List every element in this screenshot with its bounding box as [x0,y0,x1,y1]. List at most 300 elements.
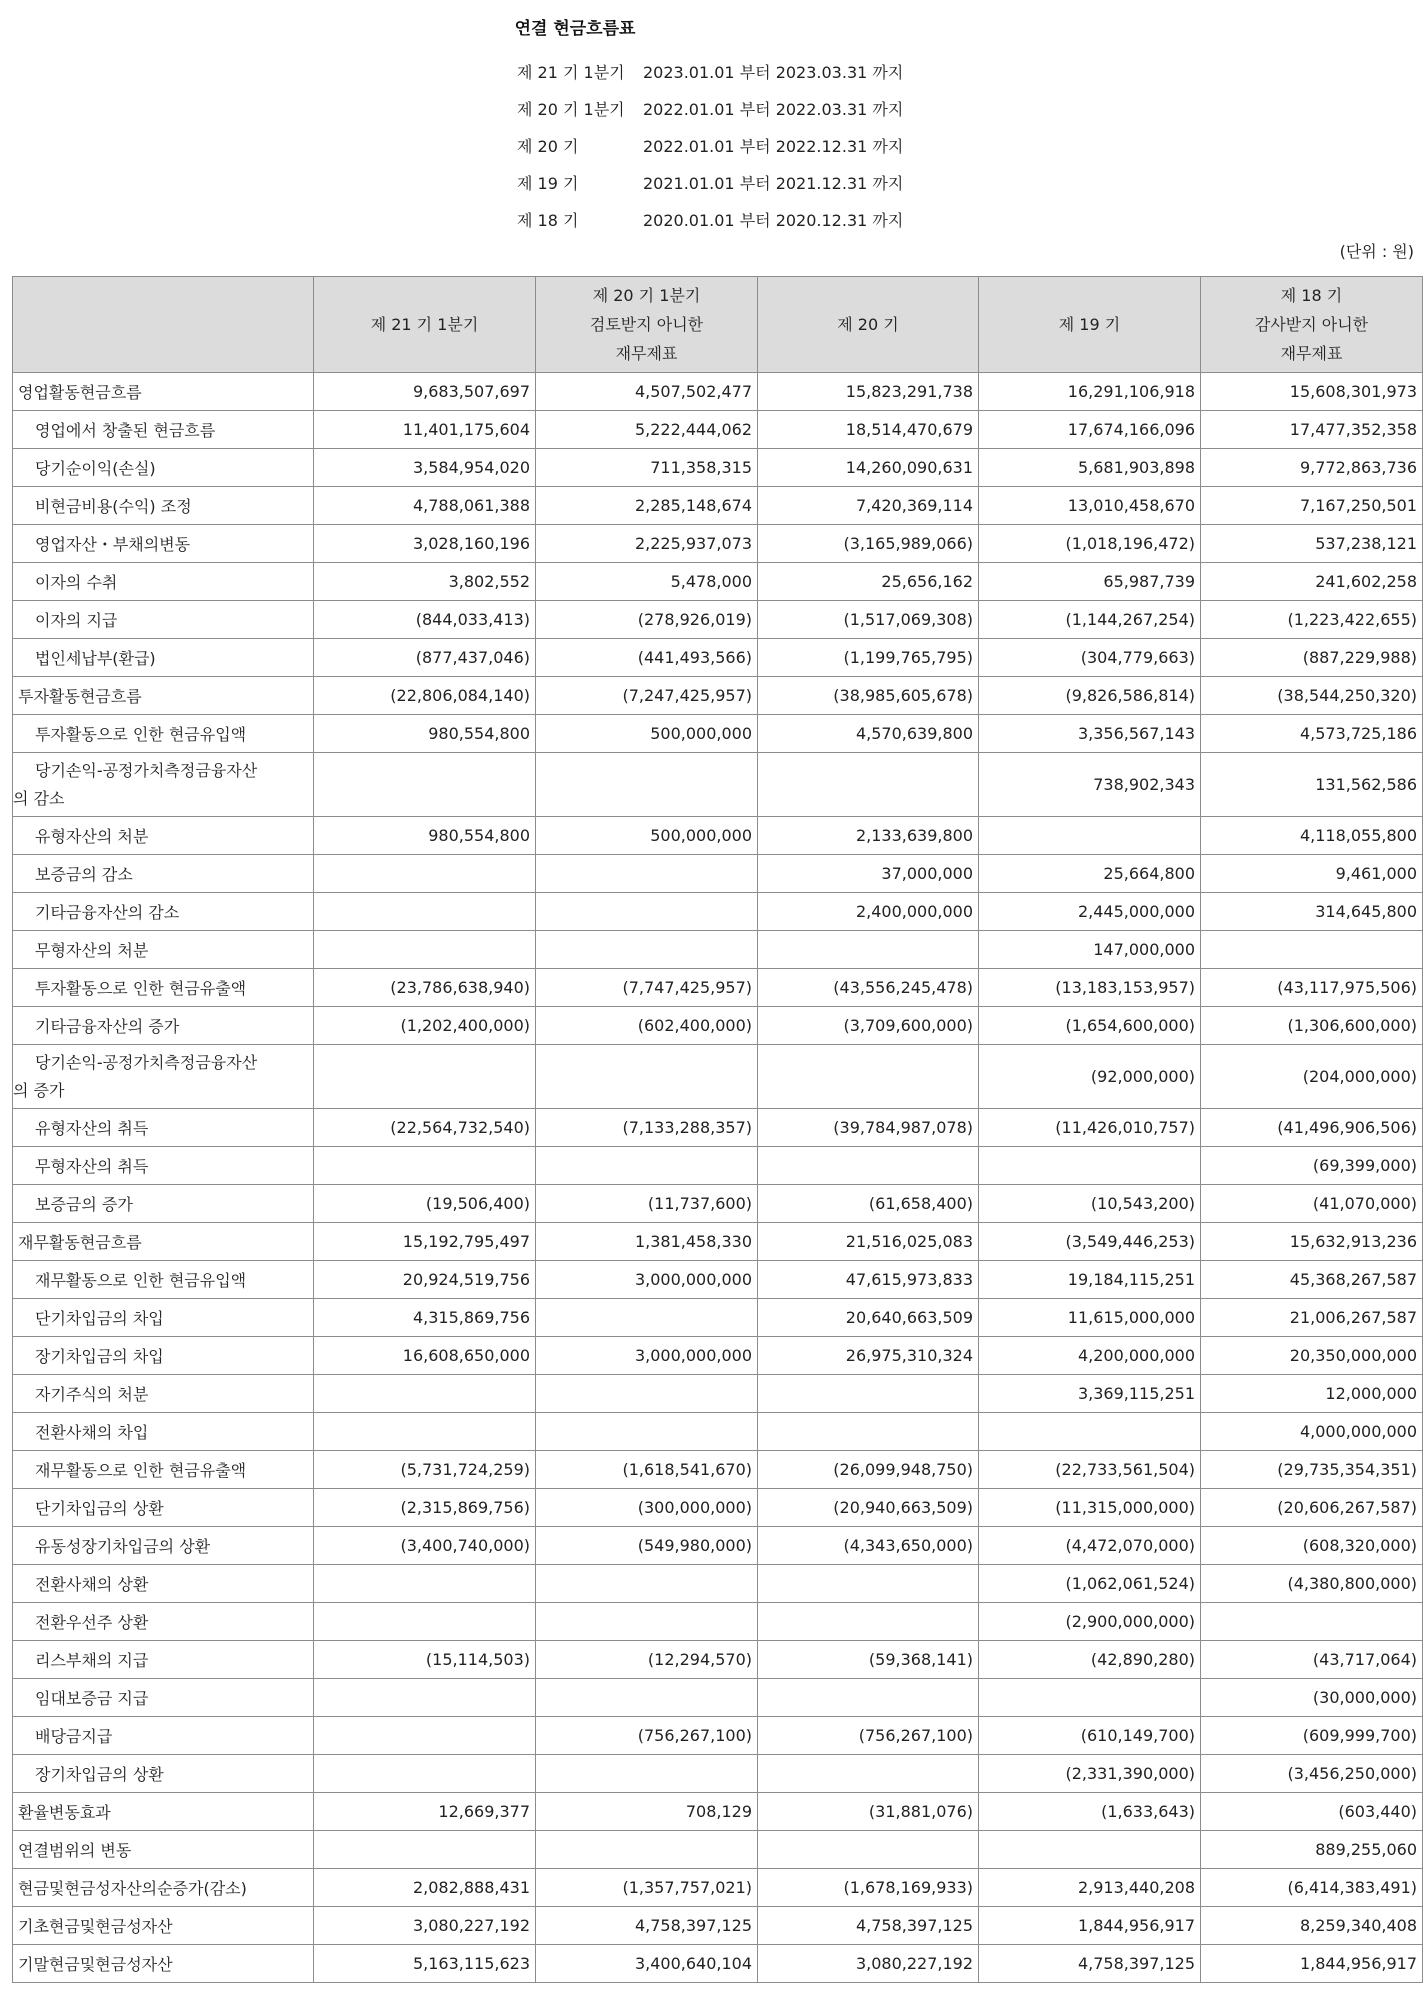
column-header [979,277,1201,373]
value-cell: 12,669,377 [314,1793,536,1831]
value-cell [314,1603,536,1641]
period-label: 제 20 기 [517,137,579,156]
period-line [517,91,903,128]
value-cell [314,1831,536,1869]
table-header [13,277,1423,373]
value-cell: 11,401,175,604 [314,411,536,449]
value-cell: 1,844,956,917 [1201,1945,1423,1983]
period-range: 2023.01.01 부터 2023.03.31 까지 [643,63,904,82]
value-cell: 4,788,061,388 [314,487,536,525]
row-label: 전환우선주 상환 [13,1603,314,1641]
value-cell: (1,678,169,933) [758,1869,979,1907]
table-row [13,487,1423,525]
table-row [13,969,1423,1007]
value-cell: (756,267,100) [536,1717,758,1755]
value-cell [979,1679,1201,1717]
table-row [13,817,1423,855]
value-cell [536,753,758,817]
row-label: 환율변동효과 [13,1793,314,1831]
value-cell: (20,940,663,509) [758,1489,979,1527]
value-cell: 4,000,000,000 [1201,1413,1423,1451]
column-header-line: 감사받지 아니한 [1254,315,1369,334]
value-cell: (1,306,600,000) [1201,1007,1423,1045]
value-cell: (41,070,000) [1201,1185,1423,1223]
row-label: 법인세납부(환급) [13,639,314,677]
value-cell: 15,192,795,497 [314,1223,536,1261]
value-cell: (30,000,000) [1201,1679,1423,1717]
row-label: 단기차입금의 차입 [13,1299,314,1337]
value-cell: (20,606,267,587) [1201,1489,1423,1527]
value-cell: 241,602,258 [1201,563,1423,601]
value-cell [314,753,536,817]
value-cell [536,1045,758,1109]
value-cell: (877,437,046) [314,639,536,677]
row-label: 현금및현금성자산의순증가(감소) [13,1869,314,1907]
row-label: 장기차입금의 차입 [13,1337,314,1375]
value-cell [314,1375,536,1413]
value-cell: (603,440) [1201,1793,1423,1831]
value-cell: 21,006,267,587 [1201,1299,1423,1337]
value-cell: (602,400,000) [536,1007,758,1045]
value-cell: (92,000,000) [979,1045,1201,1109]
value-cell: (69,399,000) [1201,1147,1423,1185]
value-cell: 3,369,115,251 [979,1375,1201,1413]
value-cell [314,1045,536,1109]
value-cell: (12,294,570) [536,1641,758,1679]
header-blank-cell [13,277,314,373]
value-cell [1201,931,1423,969]
value-cell: 25,664,800 [979,855,1201,893]
value-cell: 5,478,000 [536,563,758,601]
value-cell: 17,477,352,358 [1201,411,1423,449]
value-cell: 2,285,148,674 [536,487,758,525]
row-label [13,753,314,817]
table-row [13,1679,1423,1717]
row-label: 전환사채의 차입 [13,1413,314,1451]
value-cell: (15,114,503) [314,1641,536,1679]
value-cell: (204,000,000) [1201,1045,1423,1109]
table-row [13,563,1423,601]
value-cell: 9,772,863,736 [1201,449,1423,487]
statement-title: 연결 현금흐름표 [514,19,636,39]
value-cell: (38,544,250,320) [1201,677,1423,715]
value-cell [758,753,979,817]
value-cell: (59,368,141) [758,1641,979,1679]
cash-flow-table [12,276,1423,1983]
table-row [13,893,1423,931]
reporting-periods [517,54,903,239]
row-label: 영업활동현금흐름 [13,373,314,411]
table-row [13,525,1423,563]
value-cell: 711,358,315 [536,449,758,487]
header-row [13,277,1423,373]
value-cell: (7,747,425,957) [536,969,758,1007]
row-label-line: 당기손익-공정가치측정금융자산 [35,1052,258,1072]
value-cell [536,1413,758,1451]
value-cell [314,1679,536,1717]
row-label-line: 당기손익-공정가치측정금융자산 [35,760,258,780]
value-cell: (1,062,061,524) [979,1565,1201,1603]
table-row [13,677,1423,715]
value-cell: 980,554,800 [314,817,536,855]
row-label: 무형자산의 처분 [13,931,314,969]
unit-label: (단위 : 원) [1339,242,1414,261]
value-cell [758,1147,979,1185]
value-cell [1201,1603,1423,1641]
value-cell [314,1755,536,1793]
value-cell: 19,184,115,251 [979,1261,1201,1299]
table-row [13,1565,1423,1603]
row-label: 기타금융자산의 증가 [13,1007,314,1045]
row-label: 장기차입금의 상환 [13,1755,314,1793]
value-cell: (42,890,280) [979,1641,1201,1679]
row-label: 리스부채의 지급 [13,1641,314,1679]
table-row [13,1147,1423,1185]
value-cell: 1,844,956,917 [979,1907,1201,1945]
table-row [13,1489,1423,1527]
value-cell [979,1831,1201,1869]
value-cell: (43,717,064) [1201,1641,1423,1679]
value-cell: (756,267,100) [758,1717,979,1755]
value-cell: (61,658,400) [758,1185,979,1223]
value-cell: 2,445,000,000 [979,893,1201,931]
value-cell: (13,183,153,957) [979,969,1201,1007]
period-label: 제 20 기 1분기 [517,100,625,119]
value-cell: 2,082,888,431 [314,1869,536,1907]
value-cell: (887,229,988) [1201,639,1423,677]
column-header-line: 재무제표 [1280,344,1343,363]
value-cell: 4,758,397,125 [536,1907,758,1945]
table-row [13,1223,1423,1261]
table-row [13,1945,1423,1983]
value-cell: (1,202,400,000) [314,1007,536,1045]
table-row [13,1755,1423,1793]
period-label: 제 18 기 [517,211,579,230]
value-cell [314,1717,536,1755]
value-cell: 7,420,369,114 [758,487,979,525]
value-cell: 26,975,310,324 [758,1337,979,1375]
value-cell: 3,000,000,000 [536,1337,758,1375]
value-cell [758,1413,979,1451]
row-label: 재무활동으로 인한 현금유입액 [13,1261,314,1299]
row-label: 보증금의 감소 [13,855,314,893]
value-cell: (38,985,605,678) [758,677,979,715]
value-cell: (11,315,000,000) [979,1489,1201,1527]
value-cell: 12,000,000 [1201,1375,1423,1413]
value-cell: (41,496,906,506) [1201,1109,1423,1147]
value-cell: 18,514,470,679 [758,411,979,449]
value-cell: 11,615,000,000 [979,1299,1201,1337]
value-cell [979,817,1201,855]
value-cell: (39,784,987,078) [758,1109,979,1147]
value-cell: 15,823,291,738 [758,373,979,411]
row-label: 보증금의 증가 [13,1185,314,1223]
value-cell: (19,506,400) [314,1185,536,1223]
value-cell: 3,356,567,143 [979,715,1201,753]
table-row [13,639,1423,677]
value-cell [979,1147,1201,1185]
value-cell [979,1413,1201,1451]
column-header-line: 검토받지 아니한 [589,315,704,334]
value-cell [314,893,536,931]
value-cell: (1,223,422,655) [1201,601,1423,639]
value-cell: 7,167,250,501 [1201,487,1423,525]
table-row [13,373,1423,411]
value-cell: 3,080,227,192 [314,1907,536,1945]
value-cell: (4,380,800,000) [1201,1565,1423,1603]
table-body [13,373,1423,1983]
value-cell [758,1755,979,1793]
value-cell: 4,573,725,186 [1201,715,1423,753]
value-cell: (304,779,663) [979,639,1201,677]
table-row [13,1831,1423,1869]
row-label: 배당금지급 [13,1717,314,1755]
value-cell: (4,472,070,000) [979,1527,1201,1565]
value-cell: 4,758,397,125 [758,1907,979,1945]
value-cell: 147,000,000 [979,931,1201,969]
row-label: 비현금비용(수익) 조정 [13,487,314,525]
value-cell: 500,000,000 [536,715,758,753]
period-label: 제 19 기 [517,174,579,193]
row-label: 자기주식의 처분 [13,1375,314,1413]
row-label: 투자활동으로 인한 현금유출액 [13,969,314,1007]
value-cell: 889,255,060 [1201,1831,1423,1869]
value-cell: (300,000,000) [536,1489,758,1527]
value-cell: (11,426,010,757) [979,1109,1201,1147]
table-row [13,1869,1423,1907]
row-label: 기초현금및현금성자산 [13,1907,314,1945]
value-cell: 20,640,663,509 [758,1299,979,1337]
row-label: 유형자산의 취득 [13,1109,314,1147]
value-cell: 9,461,000 [1201,855,1423,893]
value-cell: 2,400,000,000 [758,893,979,931]
value-cell: 4,315,869,756 [314,1299,536,1337]
value-cell [758,931,979,969]
value-cell: 20,350,000,000 [1201,1337,1423,1375]
value-cell: (9,826,586,814) [979,677,1201,715]
row-label: 단기차입금의 상환 [13,1489,314,1527]
value-cell: 3,000,000,000 [536,1261,758,1299]
value-cell: 3,080,227,192 [758,1945,979,1983]
table-row [13,1007,1423,1045]
period-line [517,165,903,202]
row-label: 영업에서 창출된 현금흐름 [13,411,314,449]
table-row [13,715,1423,753]
value-cell: 14,260,090,631 [758,449,979,487]
table-row [13,1109,1423,1147]
value-cell: (23,786,638,940) [314,969,536,1007]
value-cell: (29,735,354,351) [1201,1451,1423,1489]
table-row [13,1375,1423,1413]
column-header-line: 제 20 기 [837,315,899,334]
value-cell [758,1565,979,1603]
row-label: 이자의 지급 [13,601,314,639]
value-cell: (26,099,948,750) [758,1451,979,1489]
value-cell: (2,331,390,000) [979,1755,1201,1793]
row-label: 투자활동현금흐름 [13,677,314,715]
value-cell: 4,507,502,477 [536,373,758,411]
table-row [13,1527,1423,1565]
value-cell [758,1045,979,1109]
column-header-line: 재무제표 [615,344,678,363]
value-cell [536,1755,758,1793]
column-header [758,277,979,373]
column-header-line: 제 21 기 1분기 [370,315,479,334]
value-cell: (2,315,869,756) [314,1489,536,1527]
row-label-line: 의 감소 [13,788,65,808]
value-cell: 2,133,639,800 [758,817,979,855]
value-cell [314,931,536,969]
row-label: 영업자산・부채의변동 [13,525,314,563]
table-row [13,601,1423,639]
value-cell: 5,222,444,062 [536,411,758,449]
period-range: 2022.01.01 부터 2022.03.31 까지 [643,100,904,119]
period-label: 제 21 기 1분기 [517,63,625,82]
row-label: 연결범위의 변동 [13,1831,314,1869]
period-range: 2022.01.01 부터 2022.12.31 까지 [643,137,904,156]
value-cell: 3,584,954,020 [314,449,536,487]
value-cell [314,1147,536,1185]
value-cell: (11,737,600) [536,1185,758,1223]
value-cell: 16,291,106,918 [979,373,1201,411]
table-row [13,1603,1423,1641]
value-cell [536,1831,758,1869]
value-cell: 15,608,301,973 [1201,373,1423,411]
value-cell: (610,149,700) [979,1717,1201,1755]
value-cell: (43,117,975,506) [1201,969,1423,1007]
value-cell: 1,381,458,330 [536,1223,758,1261]
value-cell: 4,200,000,000 [979,1337,1201,1375]
value-cell [536,931,758,969]
table-row [13,1185,1423,1223]
value-cell: 47,615,973,833 [758,1261,979,1299]
value-cell: (3,456,250,000) [1201,1755,1423,1793]
value-cell: 21,516,025,083 [758,1223,979,1261]
table-row [13,1045,1423,1109]
value-cell: 537,238,121 [1201,525,1423,563]
table-row [13,411,1423,449]
value-cell: (441,493,566) [536,639,758,677]
value-cell [314,855,536,893]
value-cell [536,1147,758,1185]
value-cell [536,1375,758,1413]
row-label: 투자활동으로 인한 현금유입액 [13,715,314,753]
value-cell: 13,010,458,670 [979,487,1201,525]
row-label: 임대보증금 지급 [13,1679,314,1717]
value-cell [758,1679,979,1717]
value-cell: 25,656,162 [758,563,979,601]
value-cell: (3,549,446,253) [979,1223,1201,1261]
value-cell: 4,118,055,800 [1201,817,1423,855]
value-cell [536,1679,758,1717]
value-cell: (1,199,765,795) [758,639,979,677]
value-cell [758,1831,979,1869]
row-label: 유동성장기차입금의 상환 [13,1527,314,1565]
table-row [13,1451,1423,1489]
value-cell: 17,674,166,096 [979,411,1201,449]
value-cell: (22,564,732,540) [314,1109,536,1147]
value-cell [314,1565,536,1603]
column-header [1201,277,1423,373]
value-cell: (1,144,267,254) [979,601,1201,639]
value-cell [536,1565,758,1603]
value-cell [758,1603,979,1641]
column-header-line: 제 19 기 [1058,315,1121,334]
table-row [13,1299,1423,1337]
table-row [13,931,1423,969]
row-label: 재무활동으로 인한 현금유출액 [13,1451,314,1489]
row-label: 유형자산의 처분 [13,817,314,855]
value-cell: (3,709,600,000) [758,1007,979,1045]
value-cell: (1,018,196,472) [979,525,1201,563]
row-label [13,1045,314,1109]
row-label-line: 의 증가 [13,1080,65,1100]
value-cell: (6,414,383,491) [1201,1869,1423,1907]
value-cell [536,893,758,931]
value-cell: (22,733,561,504) [979,1451,1201,1489]
period-line [517,128,903,165]
value-cell: 20,924,519,756 [314,1261,536,1299]
value-cell: 2,913,440,208 [979,1869,1201,1907]
value-cell: (608,320,000) [1201,1527,1423,1565]
value-cell: 65,987,739 [979,563,1201,601]
column-header-line: 제 20 기 1분기 [592,286,701,305]
value-cell: 738,902,343 [979,753,1201,817]
value-cell: (7,247,425,957) [536,677,758,715]
value-cell: (22,806,084,140) [314,677,536,715]
value-cell: (1,654,600,000) [979,1007,1201,1045]
column-header [314,277,536,373]
table-row [13,1907,1423,1945]
row-label: 기타금융자산의 감소 [13,893,314,931]
row-label: 당기순이익(손실) [13,449,314,487]
value-cell: (3,400,740,000) [314,1527,536,1565]
value-cell: 5,163,115,623 [314,1945,536,1983]
value-cell: 45,368,267,587 [1201,1261,1423,1299]
value-cell: 37,000,000 [758,855,979,893]
table-row [13,1261,1423,1299]
value-cell: (5,731,724,259) [314,1451,536,1489]
table-row [13,855,1423,893]
value-cell: (1,618,541,670) [536,1451,758,1489]
row-label: 재무활동현금흐름 [13,1223,314,1261]
table-row [13,1641,1423,1679]
value-cell: 980,554,800 [314,715,536,753]
table-row [13,1413,1423,1451]
value-cell [536,855,758,893]
value-cell: 4,570,639,800 [758,715,979,753]
value-cell: (844,033,413) [314,601,536,639]
value-cell: 3,400,640,104 [536,1945,758,1983]
column-header-line: 제 18 기 [1280,286,1343,305]
value-cell: (1,517,069,308) [758,601,979,639]
value-cell: (1,357,757,021) [536,1869,758,1907]
value-cell [758,1375,979,1413]
value-cell: 131,562,586 [1201,753,1423,817]
period-line [517,202,903,239]
value-cell: 8,259,340,408 [1201,1907,1423,1945]
value-cell: 9,683,507,697 [314,373,536,411]
value-cell: 16,608,650,000 [314,1337,536,1375]
value-cell: (549,980,000) [536,1527,758,1565]
value-cell: (2,900,000,000) [979,1603,1201,1641]
column-header [536,277,758,373]
period-range: 2020.01.01 부터 2020.12.31 까지 [643,211,904,230]
period-line [517,54,903,91]
table-row [13,449,1423,487]
value-cell [536,1299,758,1337]
value-cell: (4,343,650,000) [758,1527,979,1565]
